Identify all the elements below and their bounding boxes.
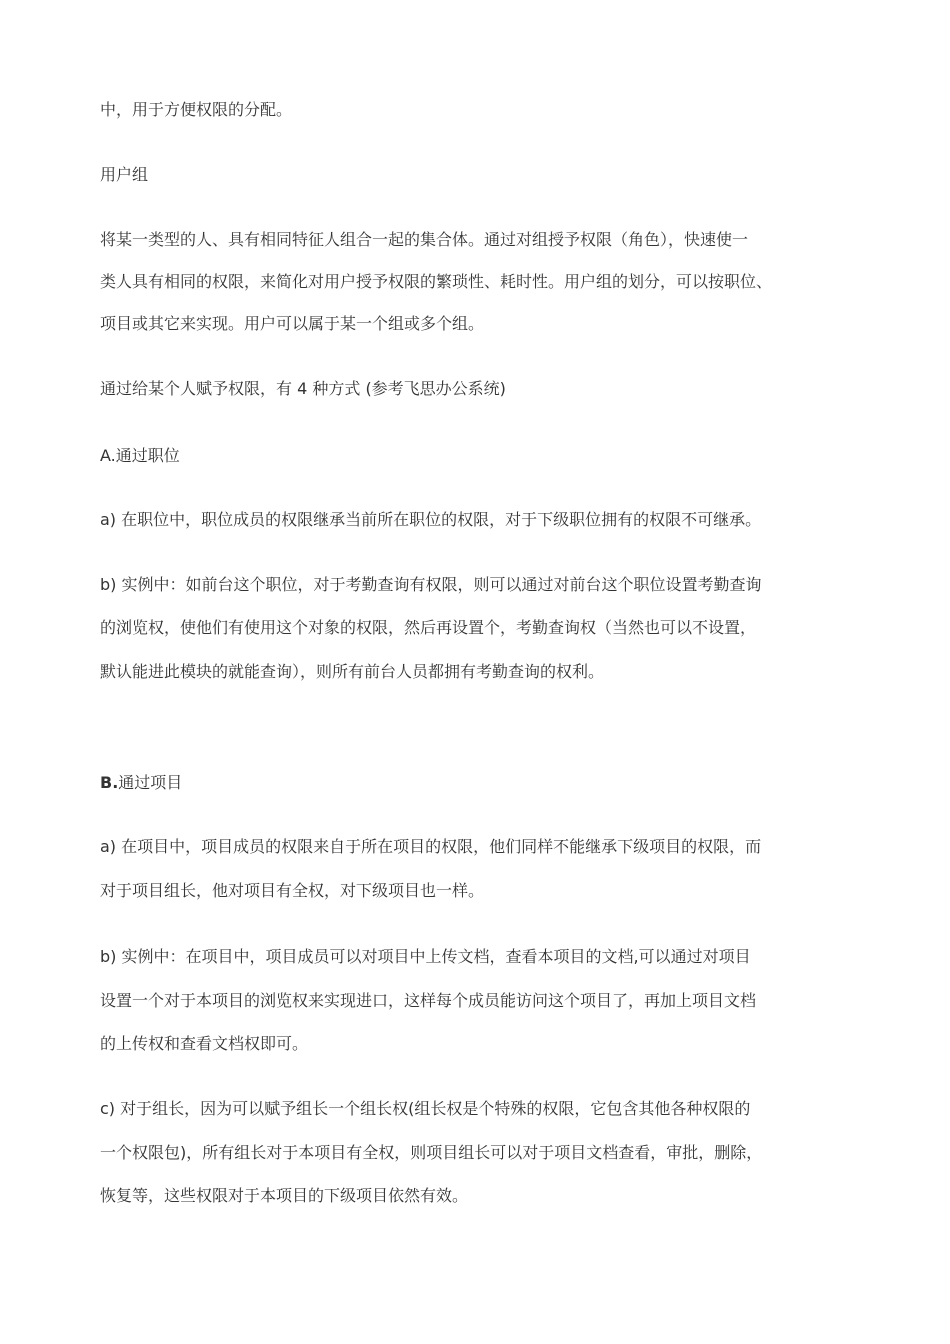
section-b-item-b-line: 设置一个对于本项目的浏览权来实现进口，这样每个成员能访问这个项目了，再加上项目文档 — [100, 991, 757, 1010]
user-group-paragraph-line: 项目或其它来实现。用户可以属于某一个组或多个组。 — [100, 314, 485, 333]
section-b-heading-prefix: B. — [100, 773, 119, 792]
section-b-item-c-line: 一个权限包)，所有组长对于本项目有全权，则项目组长可以对于项目文档查看，审批，删除， — [100, 1143, 763, 1162]
section-a-item-b-line: 的浏览权，使他们有使用这个对象的权限，然后再设置个，考勤查询权（当然也可以不设置， — [100, 618, 757, 637]
section-b-item-c-line: 恢复等，这些权限对于本项目的下级项目依然有效。 — [100, 1186, 469, 1205]
section-b-item-c-line: c) 对于组长，因为可以赋予组长一个组长权(组长权是个特殊的权限，它包含其他各种权限的 — [100, 1099, 751, 1118]
section-a-item-b-line: b) 实例中：如前台这个职位，对于考勤查询有权限，则可以通过对前台这个职位设置考勤查询 — [100, 575, 762, 594]
section-b-item-a-line: a) 在项目中，项目成员的权限来自于所在项目的权限，他们同样不能继承下级项目的权限，而 — [100, 837, 762, 856]
section-a-heading: A.通过职位 — [100, 446, 180, 465]
user-group-paragraph-line: 将某一类型的人、具有相同特征人组合一起的集合体。通过对组授予权限（角色），快速使一 — [100, 230, 749, 249]
section-b-item-a-line: 对于项目组长，他对项目有全权，对下级项目也一样。 — [100, 881, 485, 900]
section-b-item-b-line: 的上传权和查看文档权即可。 — [100, 1034, 309, 1053]
user-group-heading: 用户组 — [100, 165, 149, 184]
section-a-item-b-line: 默认能进此模块的就能查询），则所有前台人员都拥有考勤查询的权利。 — [100, 662, 605, 681]
section-a-item-a-line: a) 在职位中，职位成员的权限继承当前所在职位的权限，对于下级职位拥有的权限不可继承。 — [100, 510, 762, 529]
section-b-heading-text: 通过项目 — [118, 773, 183, 792]
section-b-heading — [100, 772, 182, 794]
intro-line: 中，用于方便权限的分配。 — [100, 100, 293, 119]
four-ways-paragraph: 通过给某个人赋予权限，有 4 种方式 (参考飞思办公系统) — [100, 379, 506, 398]
section-b-item-b-line: b) 实例中：在项目中，项目成员可以对项目中上传文档，查看本项目的文档,可以通过对项目 — [100, 947, 751, 966]
user-group-paragraph-line: 类人具有相同的权限，来简化对用户授予权限的繁琐性、耗时性。用户组的划分，可以按职位、 — [100, 272, 773, 291]
